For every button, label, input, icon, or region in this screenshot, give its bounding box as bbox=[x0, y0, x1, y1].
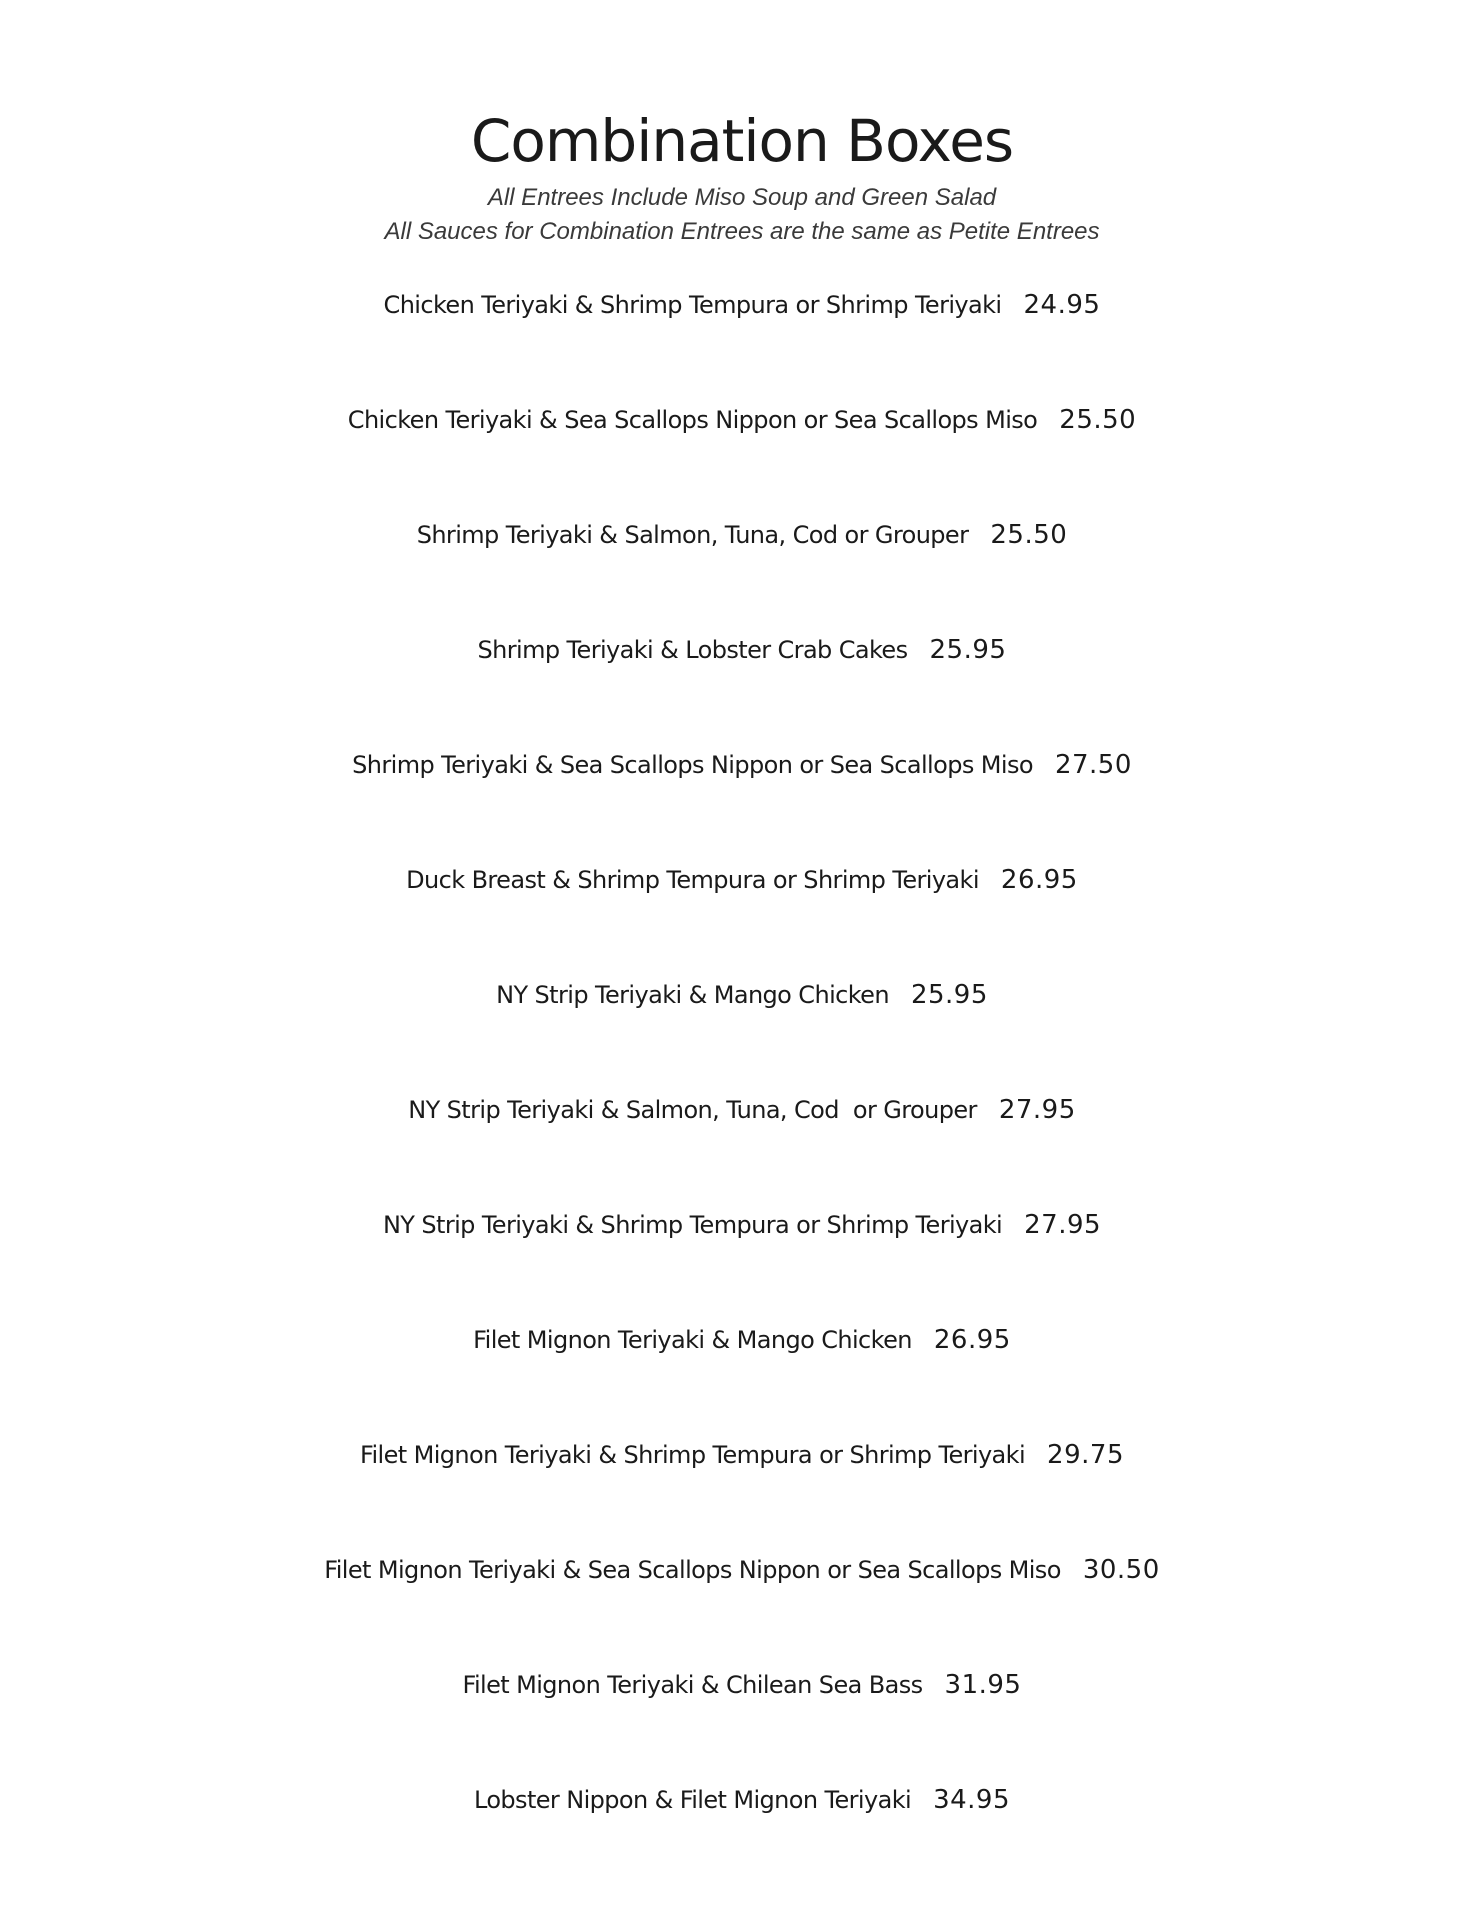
menu-item-name: Shrimp Teriyaki & Sea Scallops Nippon or Sea Scallops Miso bbox=[352, 751, 1033, 779]
page-title: Combination Boxes bbox=[470, 106, 1014, 175]
menu-item-name: Filet Mignon Teriyaki & Chilean Sea Bass bbox=[462, 1671, 923, 1699]
menu-note-soup-salad: All Entrees Include Miso Soup and Green Salad bbox=[487, 184, 997, 211]
menu-item-price: 26.95 bbox=[1000, 865, 1078, 895]
menu-item-price: 31.95 bbox=[944, 1670, 1022, 1700]
menu-item-price: 26.95 bbox=[933, 1325, 1011, 1355]
menu-item bbox=[0, 1440, 1484, 1471]
menu-item-price: 30.50 bbox=[1082, 1555, 1160, 1585]
menu-item-name: Filet Mignon Teriyaki & Sea Scallops Nippon or Sea Scallops Miso bbox=[324, 1556, 1061, 1584]
menu-item-name: Chicken Teriyaki & Shrimp Tempura or Shrimp Teriyaki bbox=[383, 291, 1002, 319]
menu-item-price: 27.95 bbox=[1024, 1210, 1102, 1240]
menu-item-price: 25.95 bbox=[910, 980, 988, 1010]
menu-note-sauces: All Sauces for Combination Entrees are the same as Petite Entrees bbox=[384, 218, 1100, 245]
menu-item-price: 29.75 bbox=[1047, 1440, 1124, 1470]
menu-item bbox=[0, 1095, 1484, 1126]
menu-item bbox=[0, 1785, 1484, 1816]
menu-item-name: Chicken Teriyaki & Sea Scallops Nippon or Sea Scallops Miso bbox=[347, 406, 1038, 434]
menu-item-name: Lobster Nippon & Filet Mignon Teriyaki bbox=[473, 1786, 912, 1814]
menu-item bbox=[0, 290, 1484, 321]
menu-item-price: 27.50 bbox=[1054, 750, 1132, 780]
menu-item bbox=[0, 750, 1484, 781]
menu-item bbox=[0, 1210, 1484, 1241]
menu-item-name: NY Strip Teriyaki & Mango Chicken bbox=[496, 981, 889, 1009]
menu-item-name: Filet Mignon Teriyaki & Mango Chicken bbox=[473, 1326, 912, 1354]
menu-item-name: Filet Mignon Teriyaki & Shrimp Tempura or Shrimp Teriyaki bbox=[360, 1441, 1026, 1469]
menu-item bbox=[0, 520, 1484, 551]
menu-item-price: 24.95 bbox=[1023, 290, 1101, 320]
menu-item-price: 25.50 bbox=[990, 520, 1068, 550]
menu-item bbox=[0, 865, 1484, 896]
menu-item bbox=[0, 980, 1484, 1011]
menu-item-name: Duck Breast & Shrimp Tempura or Shrimp Teriyaki bbox=[406, 866, 979, 894]
menu-item-price: 25.95 bbox=[929, 635, 1007, 665]
menu-item-name: NY Strip Teriyaki & Salmon, Tuna, Cod or Grouper bbox=[408, 1096, 977, 1124]
menu-item bbox=[0, 1555, 1484, 1586]
menu-item bbox=[0, 635, 1484, 666]
menu-item-price: 25.50 bbox=[1059, 405, 1137, 435]
menu-item-price: 27.95 bbox=[998, 1095, 1076, 1125]
menu-item-name: NY Strip Teriyaki & Shrimp Tempura or Shrimp Teriyaki bbox=[382, 1211, 1003, 1239]
menu-item-name: Shrimp Teriyaki & Salmon, Tuna, Cod or Grouper bbox=[416, 521, 969, 549]
menu-item-name: Shrimp Teriyaki & Lobster Crab Cakes bbox=[477, 636, 908, 664]
menu-item bbox=[0, 1670, 1484, 1701]
menu-item bbox=[0, 1325, 1484, 1356]
menu-item-price: 34.95 bbox=[933, 1785, 1011, 1815]
menu-item bbox=[0, 405, 1484, 436]
